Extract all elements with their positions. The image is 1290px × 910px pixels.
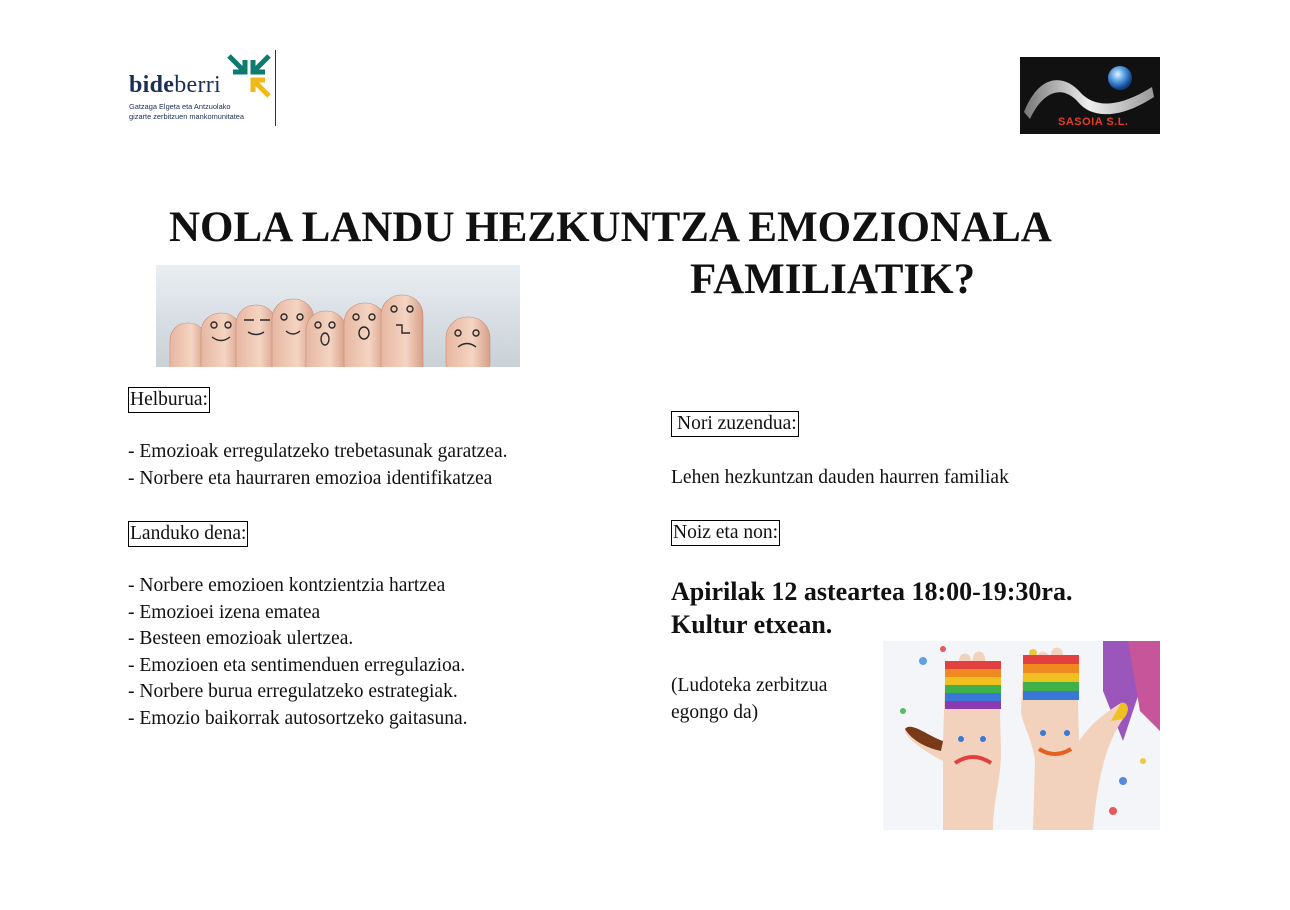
ludoteka-note — [671, 673, 827, 726]
ludoteka-line-2: egongo da) — [671, 701, 759, 723]
helburua-list — [128, 439, 508, 492]
noiz-label: Noiz eta non: — [671, 520, 780, 546]
event-date-line: Apirilak 12 asteartea 18:00-19:30ra. — [671, 577, 1073, 606]
helburua-section — [128, 387, 210, 413]
sasoia-label: SASOIA S.L. — [1058, 116, 1129, 128]
audience-text: Lehen hezkuntzan dauden haurren familiak — [671, 467, 1009, 488]
helburua-label: Helburua: — [128, 387, 210, 413]
event-datetime — [671, 575, 1072, 641]
list-item: - Norbere emozioen kontzientzia hartzea — [128, 575, 446, 596]
sasoia-logo — [1020, 57, 1160, 134]
logo-divider — [275, 50, 276, 126]
landuko-label: Landuko dena: — [128, 521, 248, 547]
noiz-section — [671, 520, 780, 546]
bideberri-logo — [128, 50, 278, 126]
painted-hands-photo — [883, 641, 1160, 830]
finger-faces-photo — [156, 265, 520, 367]
bideberri-subtitle-1: Gatzaga Elgeta eta Antzuolako — [129, 102, 231, 111]
list-item: - Emozioen eta sentimenduen erregulazioa. — [128, 654, 466, 676]
list-item: - Besteen emozioak ulertzea. — [128, 628, 354, 649]
ludoteka-line-1: (Ludoteka zerbitzua — [671, 675, 828, 696]
page-title-line-2: FAMILIATIK? — [690, 256, 976, 303]
landuko-section — [128, 521, 248, 547]
event-place-line: Kultur etxean. — [671, 610, 833, 639]
list-item: - Emozioei izena ematea — [128, 601, 321, 623]
list-item: - Norbere burua erregulatzeko estrategiak. — [128, 681, 458, 702]
landuko-list — [128, 573, 468, 732]
page-title-line-1: NOLA LANDU HEZKUNTZA EMOZIONALA — [169, 204, 1052, 251]
list-item: - Norbere eta haurraren emozioa identifikatzea — [128, 467, 493, 489]
bideberri-subtitle-2: gizarte zerbitzuen mankomunitatea — [129, 112, 245, 121]
bideberri-arrows-icon — [225, 52, 273, 100]
nori-section — [671, 411, 799, 437]
list-item: - Emozioak erregulatzeko trebetasunak garatzea. — [128, 441, 508, 462]
nori-label: Nori zuzendua: — [671, 411, 799, 437]
bideberri-wordmark: bideberri — [129, 72, 222, 98]
list-item: - Emozio baikorrak autosortzeko gaitasuna. — [128, 707, 468, 729]
